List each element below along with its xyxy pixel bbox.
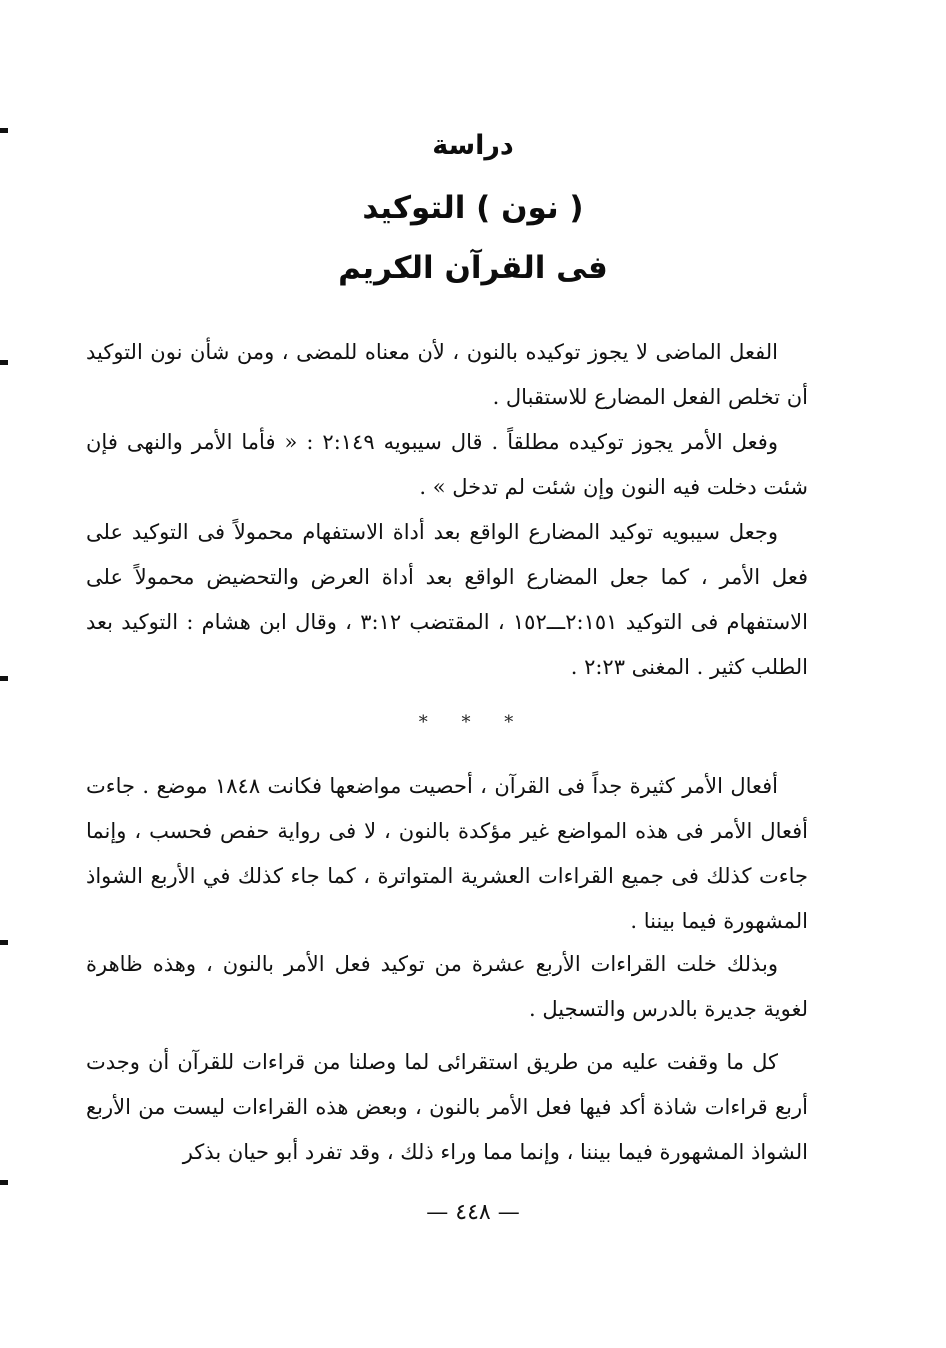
paragraph-6: كل ما وقفت عليه من طريق استقرائى لما وصلنا من قراءات للقرآن أن وجدت أربع قراءات شاذة أكد فيها فعل الأمر بالنون ، وبعض هذه القراءات ليست من الأربع الشواذ المشهورة فيما بيننا ، وإنما مما وراء ذلك ، وقد تفرد أبو حيان بذكر xyxy=(86,1050,808,1164)
title-line-2: ( نون ) التوكيد xyxy=(362,190,584,226)
title-line-1: دراسة xyxy=(432,130,514,161)
scan-margin-mark xyxy=(0,128,8,133)
scan-margin-mark xyxy=(0,676,8,681)
scan-margin-mark xyxy=(0,940,8,945)
paragraph-1: الفعل الماضى لا يجوز توكيده بالنون ، لأن معناه للمضى ، ومن شأن نون التوكيد أن تخلص الفعل المضارع للاستقبال . xyxy=(86,340,808,409)
title-line-3: فى القرآن الكريم xyxy=(338,250,608,286)
paragraph-2: وفعل الأمر يجوز توكيده مطلقاً . قال سيبويه ٢:١٤٩ : « فأما الأمر والنهى فإن شئت دخلت فيه النون وإن شئت لم تدخل » . xyxy=(86,430,808,499)
paragraph-5: وبذلك خلت القراءات الأربع عشرة من توكيد فعل الأمر بالنون ، وهذه ظاهرة لغوية جديرة بالدرس والتسجيل . xyxy=(86,952,808,1021)
paragraph-3: وجعل سيبويه توكيد المضارع الواقع بعد أداة الاستفهام محمولاً فى التوكيد على فعل الأمر ، كما جعل المضارع الواقع بعد أداة العرض والتحضيض محمولاً على الاستفهام فى التوكيد ٢:١٥١ـــ١٥٢ ، المقتضب ٣:١٢ ، وقال ابن هشام : التوكيد بعد الطلب كثير . المغنى ٢:٢٣ . xyxy=(86,520,808,679)
scan-margin-mark xyxy=(0,1180,8,1185)
paragraph-4: أفعال الأمر كثيرة جداً فى القرآن ، أحصيت مواضعها فكانت ١٨٤٨ موضع . جاءت أفعال الأمر فى هذه المواضع غير مؤكدة بالنون ، لا فى رواية حفص فحسب ، وإنما جاءت كذلك فى جميع القراءات العشرية المتواترة ، كما جاء كذلك في الأربع الشواذ المشهورة فيما بيننا . xyxy=(86,774,808,933)
section-separator: * * * xyxy=(418,712,528,733)
scan-margin-mark xyxy=(0,360,8,365)
page-number: — ٤٤٨ — xyxy=(426,1200,520,1225)
